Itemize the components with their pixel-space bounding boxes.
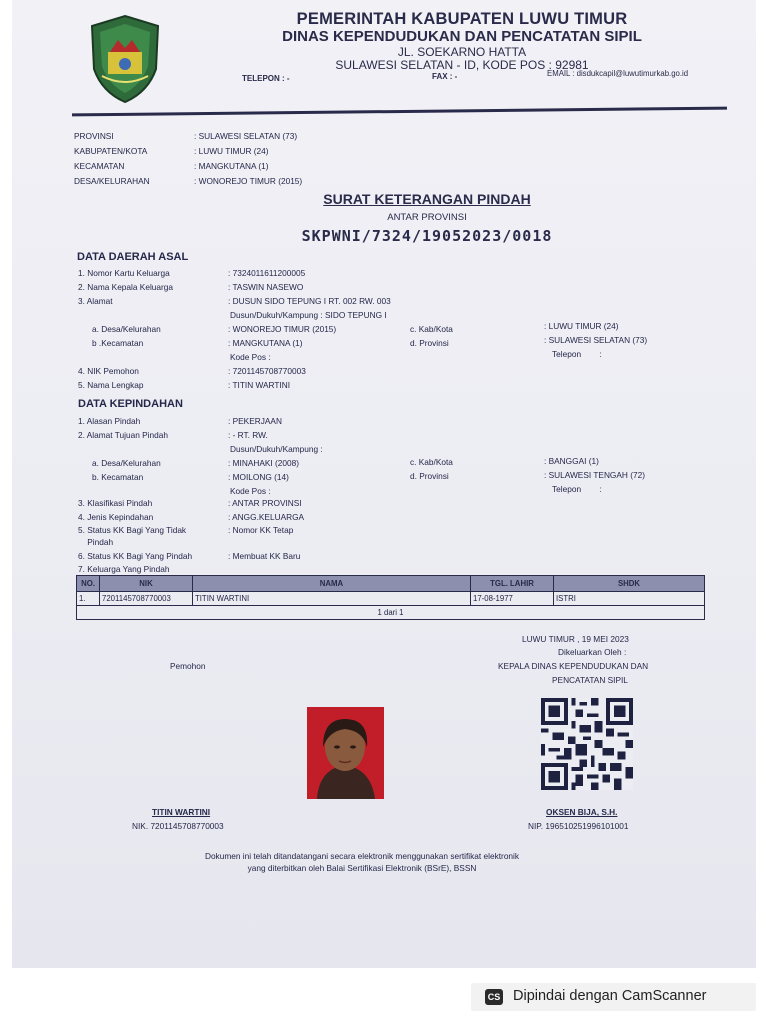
field-telepon: Telepon : — [552, 484, 602, 494]
header-street: JL. SOEKARNO HATTA — [397, 45, 527, 59]
document-title: SURAT KETERANGAN PINDAH — [323, 191, 531, 207]
document-number: SKPWNI/7324/19052023/0018 — [301, 227, 553, 245]
field-value: : ANTAR PROVINSI — [228, 498, 302, 508]
field-value: : LUWU TIMUR (24) — [544, 321, 619, 331]
e-sign-note-line2: yang diterbitkan oleh Balai Sertifikasi Elektronik (BSrE), BSSN — [247, 863, 477, 873]
field-value: : WONOREJO TIMUR (2015) — [228, 324, 337, 334]
region-value: : MANGKUTANA (1) — [194, 161, 269, 171]
column-header: NIK — [100, 576, 193, 592]
applicant-role: Pemohon — [170, 661, 206, 671]
camscanner-label: Dipindai dengan CamScanner — [513, 988, 707, 1004]
field-value: : BANGGAI (1) — [544, 456, 599, 466]
field-value: : ANGG.KELUARGA — [228, 512, 305, 522]
field-value: : MANGKUTANA (1) — [228, 338, 303, 348]
region-label: KECAMATAN — [74, 161, 125, 171]
table-page-indicator: 1 dari 1 — [77, 606, 705, 620]
field-label: c. Kab/Kota — [410, 457, 453, 467]
field-label: a. Desa/Kelurahan — [92, 324, 161, 334]
field-label: 6. Status KK Bagi Yang Pindah — [78, 551, 193, 561]
header-divider — [72, 107, 727, 117]
field-dusun: Dusun/Dukuh/Kampung : SIDO TEPUNG I — [230, 310, 387, 320]
column-header: NAMA — [193, 576, 471, 592]
field-label: 4. Jenis Kepindahan — [78, 512, 154, 522]
field-value: : MINAHAKI (2008) — [228, 458, 300, 468]
field-value: : 7201145708770003 — [228, 366, 306, 376]
field-label: a. Desa/Kelurahan — [92, 458, 161, 468]
field-value: : Nomor KK Tetap — [228, 525, 294, 535]
field-label: 3. Klasifikasi Pindah — [78, 498, 153, 508]
section-heading-asal: DATA DAERAH ASAL — [77, 251, 189, 263]
region-label: KABUPATEN/KOTA — [74, 146, 148, 156]
field-label: 5. Status KK Bagi Yang Tidak — [78, 525, 187, 535]
field-value: : TASWIN NASEWO — [228, 282, 304, 292]
field-label: Pindah — [78, 537, 114, 547]
header-government: PEMERINTAH KABUPATEN LUWU TIMUR — [296, 10, 628, 28]
region-label: PROVINSI — [74, 131, 114, 141]
field-value: : DUSUN SIDO TEPUNG I RT. 002 RW. 003 — [228, 296, 391, 306]
document-paper — [12, 0, 756, 968]
table-cell: 7201145708770003 — [100, 592, 193, 606]
header-email: EMAIL : disdukcapil@luwutimurkab.go.id — [547, 69, 689, 78]
field-telepon: Telepon : — [552, 349, 602, 359]
column-header: TGL. LAHIR — [471, 576, 554, 592]
field-label: 3. Alamat — [78, 296, 113, 306]
field-label: 1. Alasan Pindah — [78, 416, 141, 426]
table-page-row — [77, 606, 705, 620]
applicant-name: TITIN WARTINI — [152, 807, 211, 817]
field-label: 5. Nama Lengkap — [78, 380, 144, 390]
table-cell: ISTRI — [554, 592, 705, 606]
issue-place-date: LUWU TIMUR , 19 MEI 2023 — [522, 634, 629, 644]
field-value: : PEKERJAAN — [228, 416, 282, 426]
field-label: d. Provinsi — [410, 471, 449, 481]
header-postal: SULAWESI SELATAN - ID, KODE POS : 92981 — [335, 58, 589, 72]
field-value: : TITIN WARTINI — [228, 380, 291, 390]
qr-code-icon — [539, 698, 635, 790]
region-value: : LUWU TIMUR (24) — [194, 146, 269, 156]
e-sign-note-line1: Dokumen ini telah ditandatangani secara elektronik menggunakan sertifikat elektronik — [204, 851, 520, 861]
luwu-timur-emblem-icon — [88, 14, 162, 104]
header-telepon: TELEPON : - — [242, 74, 290, 83]
field-label: 2. Alamat Tujuan Pindah — [78, 430, 168, 440]
field-value: : Membuat KK Baru — [228, 551, 301, 561]
issuing-office-line2: PENCATATAN SIPIL — [552, 675, 628, 685]
column-header: NO. — [77, 576, 100, 592]
field-label: 2. Nama Kepala Keluarga — [78, 282, 174, 292]
table-cell: 1. — [77, 592, 100, 606]
official-nip: NIP. 196510251996101001 — [528, 821, 629, 831]
applicant-nik: NIK. 7201145708770003 — [132, 821, 224, 831]
issued-by-label: Dikeluarkan Oleh : — [558, 647, 627, 657]
field-label: 1. Nomor Kartu Keluarga — [78, 268, 170, 278]
table-cell: 17-08-1977 — [471, 592, 554, 606]
header-fax: FAX : - — [432, 72, 458, 81]
camscanner-watermark — [471, 983, 756, 1011]
header-agency: DINAS KEPENDUDUKAN DAN PENCATATAN SIPIL — [282, 28, 642, 45]
column-header: SHDK — [554, 576, 705, 592]
table-header-row — [77, 576, 705, 592]
keluarga-table — [76, 575, 705, 620]
field-label: b .Kecamatan — [92, 338, 144, 348]
table-row — [77, 592, 705, 606]
document-subtitle: ANTAR PROVINSI — [387, 212, 467, 223]
camscanner-icon: CS — [485, 989, 503, 1005]
table-cell: TITIN WARTINI — [193, 592, 471, 606]
field-value: : SULAWESI SELATAN (73) — [544, 335, 648, 345]
field-value: : MOILONG (14) — [228, 472, 289, 482]
official-name: OKSEN BIJA, S.H. — [546, 807, 618, 817]
field-label: 7. Keluarga Yang Pindah — [78, 564, 170, 574]
region-label: DESA/KELURAHAN — [74, 176, 150, 186]
field-label: b. Kecamatan — [92, 472, 144, 482]
portrait-image — [307, 707, 384, 799]
field-dusun: Dusun/Dukuh/Kampung : — [230, 444, 323, 454]
region-value: : SULAWESI SELATAN (73) — [194, 131, 298, 141]
applicant-photo — [307, 707, 384, 799]
field-label: d. Provinsi — [410, 338, 449, 348]
issuing-office-line1: KEPALA DINAS KEPENDUDUKAN DAN — [498, 661, 649, 671]
field-label: c. Kab/Kota — [410, 324, 453, 334]
field-value: : SULAWESI TENGAH (72) — [544, 470, 645, 480]
section-heading-kepindahan: DATA KEPINDAHAN — [78, 398, 183, 410]
field-value: : - RT. RW. — [228, 430, 268, 440]
field-value: : 7324011611200005 — [228, 268, 306, 278]
region-value: : WONOREJO TIMUR (2015) — [194, 176, 303, 186]
field-kodepos: Kode Pos : — [230, 352, 271, 362]
field-label: 4. NIK Pemohon — [78, 366, 139, 376]
field-kodepos: Kode Pos : — [230, 486, 271, 496]
